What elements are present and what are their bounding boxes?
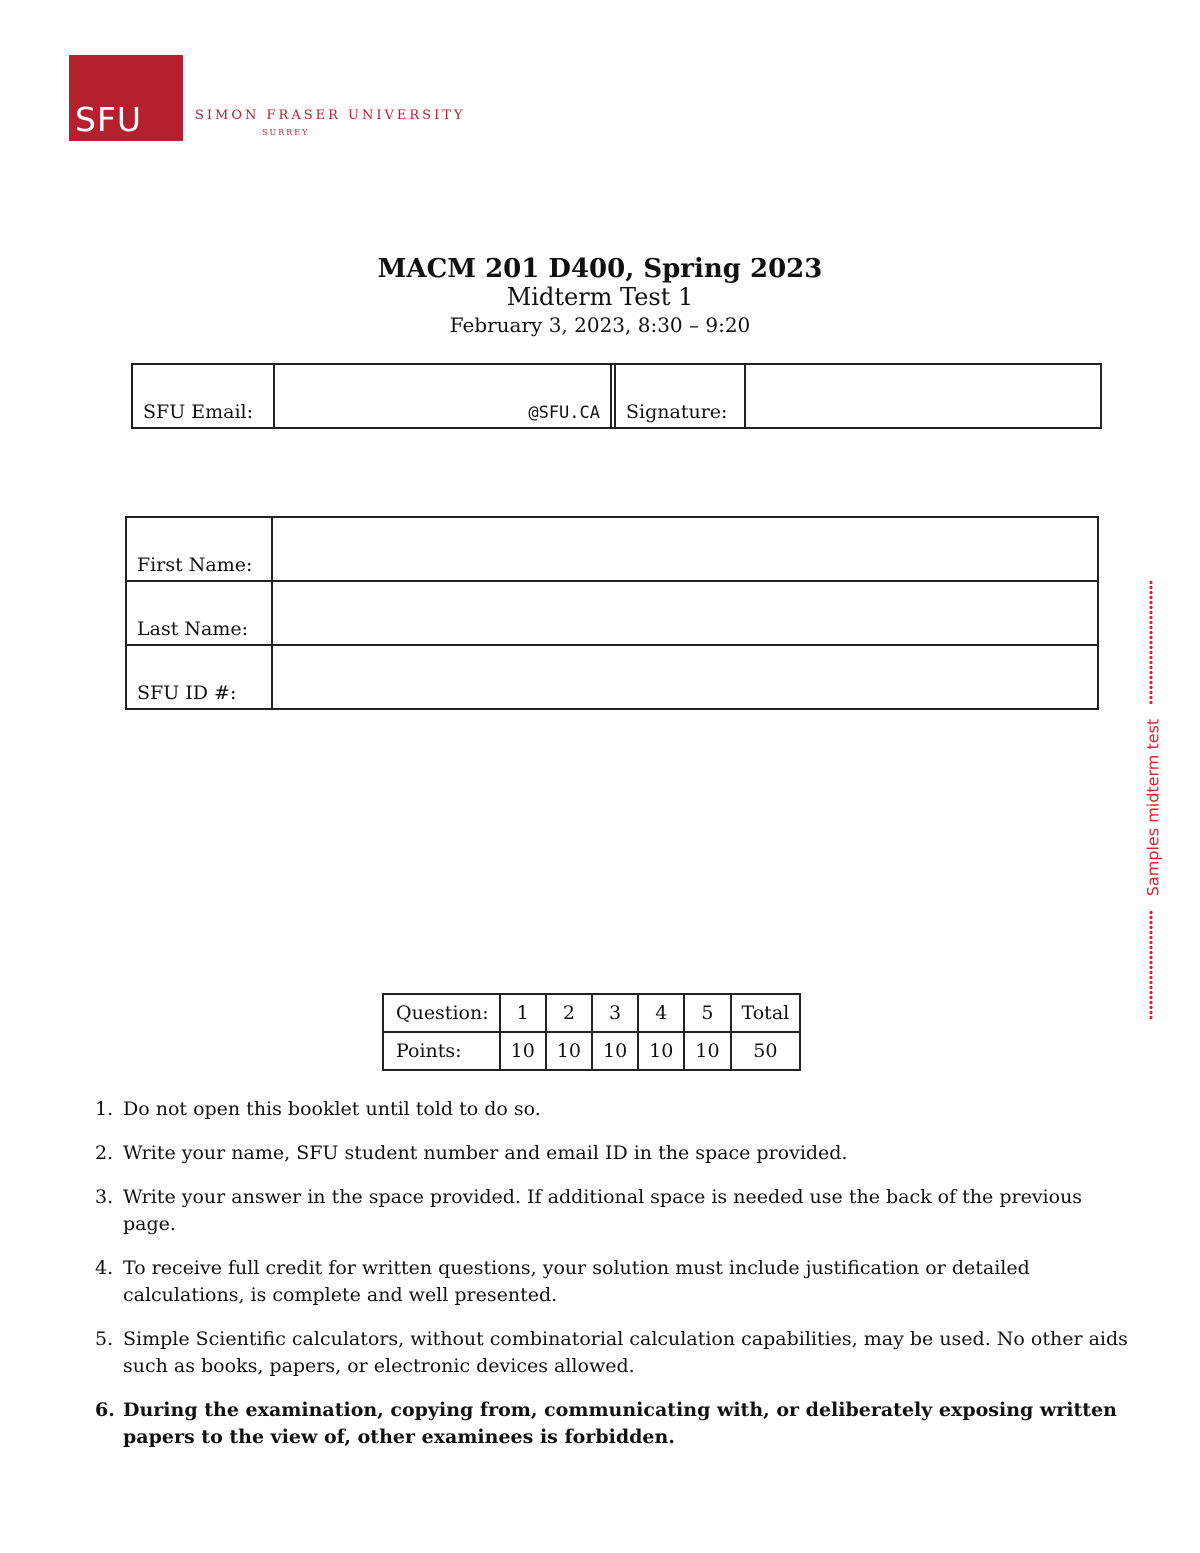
instruction-text: Do not open this booklet until told to do so.: [123, 1098, 541, 1120]
question-cell: 1: [500, 994, 546, 1032]
side-watermark: [1142, 580, 1162, 1020]
first-name-field[interactable]: [272, 517, 1098, 581]
dotted-line-bottom: [1149, 910, 1153, 1020]
signature-field[interactable]: [745, 364, 1101, 428]
question-cell: 2: [546, 994, 592, 1032]
points-header: Points:: [383, 1032, 500, 1070]
points-cell: 10: [684, 1032, 730, 1070]
instruction-item: [90, 1140, 1135, 1167]
instruction-item: [90, 1255, 1135, 1309]
first-name-label: First Name:: [126, 517, 272, 581]
last-name-row: [126, 581, 1098, 645]
instruction-text: Write your answer in the space provided. If additional space is needed use the back of the previous page.: [123, 1186, 1083, 1235]
student-id-field[interactable]: [272, 645, 1098, 709]
student-info-box: [125, 516, 1099, 710]
last-name-field[interactable]: [272, 581, 1098, 645]
logo-campus-name: SURREY: [262, 128, 310, 137]
question-cell: 5: [684, 994, 730, 1032]
instruction-number: 1.: [95, 1098, 114, 1120]
points-row: [383, 1032, 800, 1070]
first-name-row: [126, 517, 1098, 581]
logo-university-name: SIMON FRASER UNIVERSITY: [195, 108, 466, 123]
instruction-text: Simple Scientific calculators, without combinatorial calculation capabilities, may be used. No other aids such as books, papers, or electronic devices allowed.: [123, 1328, 1128, 1377]
student-id-label: SFU ID #:: [126, 645, 272, 709]
test-title: Midterm Test 1: [506, 283, 694, 311]
points-cell: 10: [638, 1032, 684, 1070]
instruction-item: [90, 1184, 1135, 1238]
instruction-item-warning: [90, 1397, 1135, 1451]
points-cell: 10: [500, 1032, 546, 1070]
question-cell: 4: [638, 994, 684, 1032]
instruction-number: 4.: [95, 1257, 114, 1279]
email-field[interactable]: [274, 364, 611, 428]
instruction-text: To receive full credit for written questions, your solution must include justification or detailed calculations, is complete and well presented.: [123, 1257, 1030, 1306]
logo-mark: SFU: [75, 100, 143, 139]
question-cell-total: Total: [731, 994, 801, 1032]
email-suffix: @SFU.CA: [528, 403, 600, 423]
instruction-number: 2.: [95, 1142, 114, 1164]
course-title: MACM 201 D400, Spring 2023: [377, 254, 823, 284]
points-table: [382, 993, 801, 1071]
signature-label: Signature:: [615, 364, 745, 428]
student-id-row: [126, 645, 1098, 709]
instruction-text: Write your name, SFU student number and email ID in the space provided.: [123, 1142, 848, 1164]
test-date: February 3, 2023, 8:30 – 9:20: [449, 313, 751, 337]
instructions-list: [90, 1096, 1135, 1468]
question-cell: 3: [592, 994, 638, 1032]
last-name-label: Last Name:: [126, 581, 272, 645]
email-label: SFU Email:: [132, 364, 274, 428]
email-signature-box: [131, 363, 1102, 429]
sfu-logo: [69, 55, 183, 141]
question-row: [383, 994, 800, 1032]
points-cell-total: 50: [731, 1032, 801, 1070]
points-cell: 10: [592, 1032, 638, 1070]
question-header: Question:: [383, 994, 500, 1032]
instruction-number: 5.: [95, 1328, 114, 1350]
dotted-line-top: [1149, 580, 1153, 705]
instruction-text: During the examination, copying from, communicating with, or deliberately exposing written papers to the view of, other examinees is forbidden.: [123, 1399, 1117, 1448]
instruction-number: 3.: [95, 1186, 114, 1208]
instruction-number: 6.: [95, 1399, 115, 1421]
instruction-item: [90, 1326, 1135, 1380]
side-watermark-text: Samples midterm test: [1143, 718, 1163, 897]
points-cell: 10: [546, 1032, 592, 1070]
instruction-item: [90, 1096, 1135, 1123]
